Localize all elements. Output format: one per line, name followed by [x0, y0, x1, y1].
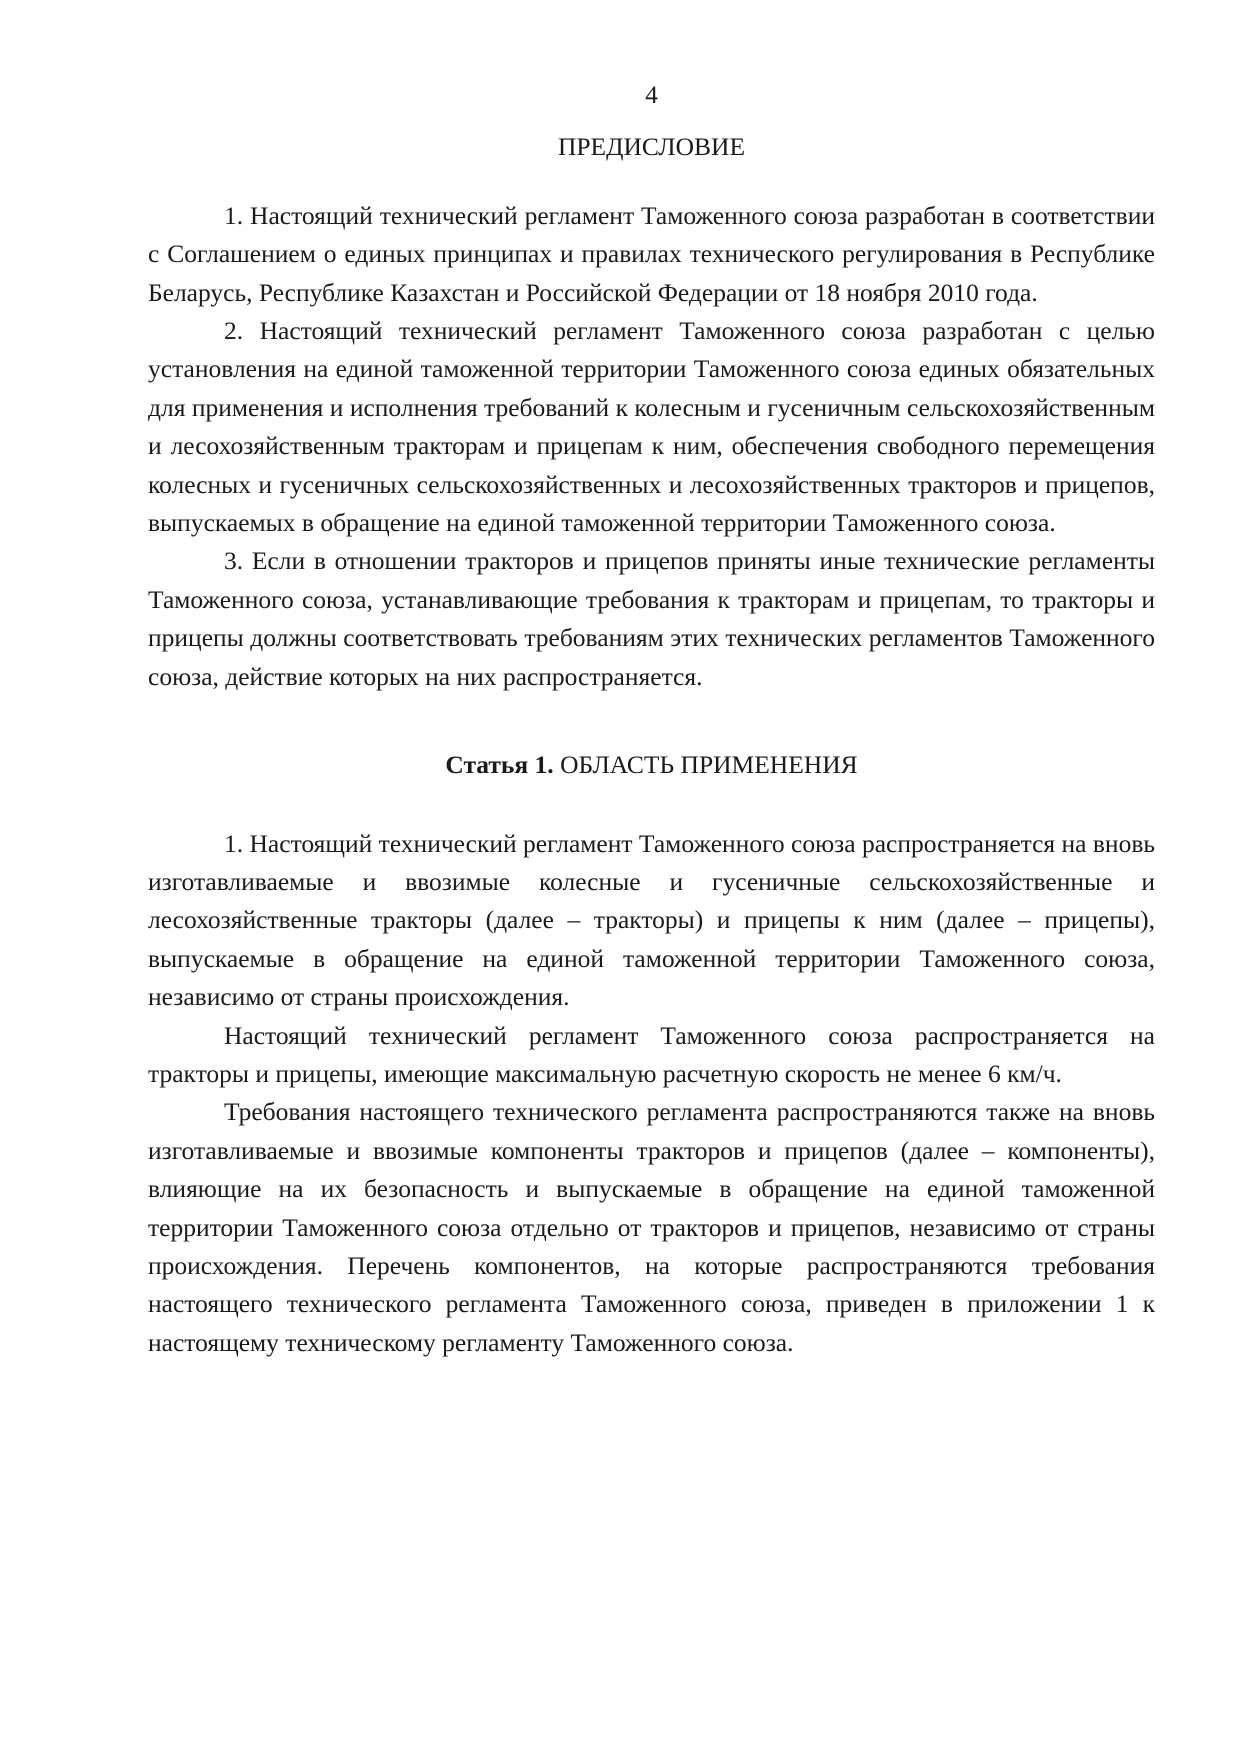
- article-1-paragraph-1: 1. Настоящий технический регламент Таможенного союза распространяется на вновь изготавливаемые и ввозимые колесные и гусеничные сельскохозяйственные и лесохозяйственные тракторы (далее – тракторы) и прицепы к ним (далее – прицепы), выпускаемые в обращение на единой таможенной территории Таможенного союза, независимо от страны происхождения.: [148, 828, 1155, 1012]
- preface-paragraph-1: 1. Настоящий технический регламент Таможенного союза разработан в соответствии с Соглашением о единых принципах и правилах технического регулирования в Республике Беларусь, Республике Казахстан и Российской Федерации от 18 ноября 2010 года.: [148, 200, 1155, 307]
- article-1-paragraph-2: Настоящий технический регламент Таможенного союза распространяется на тракторы и прицепы, имеющие максимальную расчетную скорость не менее 6 км/ч.: [148, 1020, 1155, 1088]
- preface-paragraph-2: 2. Настоящий технический регламент Таможенного союза разработан с целью установления на единой таможенной территории Таможенного союза единых обязательных для применения и исполнения требований к колесным и гусеничным сельскохозяйственным и лесохозяйственным тракторам и прицепам к ним, обеспечения свободного перемещения колесных и гусеничных сельскохозяйственных и лесохозяйственных тракторов и прицепов, выпускаемых в обращение на единой таможенной территории Таможенного союза.: [148, 316, 1155, 538]
- article-1-paragraph-3: Требования настоящего технического регламента распространяются также на вновь изготавливаемые и ввозимые компоненты тракторов и прицепов (далее – компоненты), влияющие на их безопасность и выпускаемые в обращение на единой таможенной территории Таможенного союза отдельно от тракторов и прицепов, независимо от страны происхождения. Перечень компонентов, на которые распространяются требования настоящего технического регламента Таможенного союза, приведен в приложении 1 к настоящему техническому регламенту Таможенного союза.: [148, 1097, 1155, 1357]
- document-page: [148, 76, 1155, 1362]
- preface-section: [148, 197, 1155, 696]
- article-1-label: Статья 1.: [445, 750, 554, 780]
- article-1-heading: [148, 746, 1155, 784]
- page-number: 4: [645, 80, 658, 109]
- preface-title: ПРЕДИСЛОВИЕ: [557, 132, 746, 162]
- preface-paragraph-3: 3. Если в отношении тракторов и прицепов приняты иные технические регламенты Таможенного союза, устанавливающие требования к тракторам и прицепам, то тракторы и прицепы должны соответствовать требованиям этих технических регламентов Таможенного союза, действие которых на них распространяется.: [148, 546, 1155, 691]
- article-1-section: [148, 825, 1155, 1363]
- article-1-title: ОБЛАСТЬ ПРИМЕНЕНИЯ: [560, 750, 858, 780]
